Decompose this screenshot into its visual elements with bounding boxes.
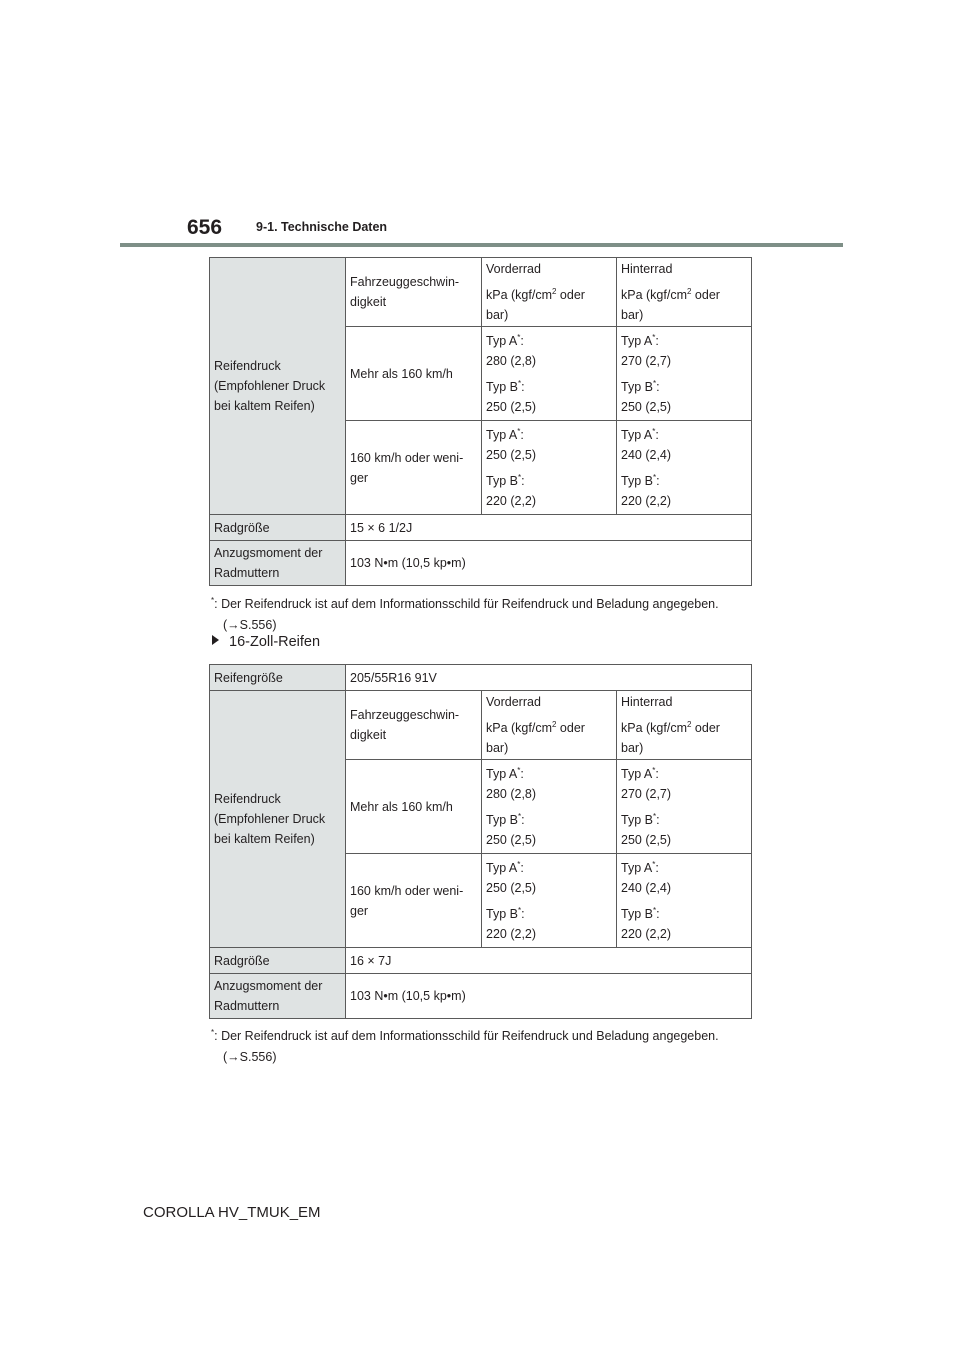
speed-value: Mehr als 160 km/h	[350, 366, 453, 381]
type-a-label: Typ A*:	[621, 765, 659, 781]
speed-cell	[346, 760, 482, 854]
front-header-label: Vorderrad	[486, 695, 541, 709]
speed-header-line: digkeit	[350, 295, 387, 309]
torque-label-line: Radmuttern	[214, 999, 280, 1013]
pressure-label-line: (Empfohlener Druck	[214, 812, 326, 826]
unit-superscript: 2	[552, 720, 557, 729]
type-a-label: Typ A*:	[621, 859, 659, 875]
unit-text: oder	[691, 721, 720, 735]
speed-header-cell	[346, 691, 482, 760]
pressure-value: 280 (2,8)	[486, 786, 537, 801]
unit-superscript: 2	[687, 287, 692, 296]
speed-cell	[346, 421, 482, 515]
footnote-text: *: Der Reifendruck ist auf dem Informationsschild für Reifendruck und Beladung angegeben.	[211, 596, 719, 611]
tire-size-label: Reifengröße	[210, 665, 346, 691]
type-b-label: Typ B*:	[621, 472, 660, 488]
type-b-label: Typ B*:	[621, 811, 660, 827]
torque-value: 103 N•m (10,5 kp•m)	[346, 974, 752, 1019]
triangle-bullet-icon	[212, 635, 219, 645]
pressure-value: 250 (2,5)	[486, 832, 537, 847]
unit-superscript: 2	[552, 287, 557, 296]
type-b-label: Typ B*:	[621, 378, 660, 394]
pressure-value: 220 (2,2)	[621, 926, 672, 941]
unit-line	[486, 718, 612, 738]
wheel-size-value: 16 × 7J	[346, 948, 752, 974]
pressure-value: 240 (2,4)	[621, 880, 672, 895]
speed-header-cell	[346, 258, 482, 327]
type-b-label: Typ B*:	[486, 811, 525, 827]
rear-header-label: Hinterrad	[621, 695, 673, 709]
pressure-value: 270 (2,7)	[621, 353, 672, 368]
front-pressure-cell	[482, 327, 617, 421]
torque-label-line: Anzugsmoment der	[214, 546, 323, 560]
pressure-value: 220 (2,2)	[621, 493, 672, 508]
speed-value: 160 km/h oder weni-	[350, 883, 464, 898]
type-a-label: Typ A*:	[621, 426, 659, 442]
pressure-value: 250 (2,5)	[486, 447, 537, 462]
pressure-value: 240 (2,4)	[621, 447, 672, 462]
rear-header-cell	[617, 258, 752, 327]
unit-line: bar)	[621, 741, 644, 755]
unit-superscript: 2	[687, 720, 692, 729]
rear-pressure-cell	[617, 421, 752, 515]
unit-text: oder	[691, 288, 720, 302]
torque-value: 103 N•m (10,5 kp•m)	[346, 541, 752, 586]
rear-pressure-cell	[617, 327, 752, 421]
pressure-label-line: Reifendruck	[214, 359, 281, 373]
pressure-label-line: Reifendruck	[214, 792, 281, 806]
type-b-label: Typ B*:	[486, 472, 525, 488]
rear-pressure-cell	[617, 854, 752, 948]
speed-cell	[346, 854, 482, 948]
front-header-cell	[482, 691, 617, 760]
tire-spec-table-15	[209, 257, 752, 586]
unit-text: oder	[556, 721, 585, 735]
unit-text: kPa (kgf/cm	[486, 721, 552, 735]
type-a-label: Typ A*:	[486, 859, 524, 875]
type-a-label: Typ A*:	[621, 332, 659, 348]
speed-header-line: Fahrzeuggeschwin-	[350, 708, 460, 722]
tire-size-value: 205/55R16 91V	[346, 665, 752, 691]
speed-header-line: digkeit	[350, 728, 387, 742]
speed-cell	[346, 327, 482, 421]
pressure-value: 250 (2,5)	[486, 880, 537, 895]
pressure-value: 270 (2,7)	[621, 786, 672, 801]
page-number: 656	[187, 216, 223, 239]
pressure-label-line: (Empfohlener Druck	[214, 379, 326, 393]
speed-value: Mehr als 160 km/h	[350, 799, 453, 814]
pressure-value: 250 (2,5)	[621, 832, 672, 847]
type-b-label: Typ B*:	[486, 378, 525, 394]
unit-line	[621, 285, 747, 305]
pressure-label-cell	[210, 258, 346, 515]
subheading-16-inch: 16-Zoll-Reifen	[212, 634, 320, 650]
unit-text: kPa (kgf/cm	[621, 288, 687, 302]
model-code: COROLLA HV_TMUK_EM	[143, 1204, 321, 1221]
pressure-label-cell	[210, 691, 346, 948]
torque-label-cell	[210, 974, 346, 1019]
unit-text: oder	[556, 288, 585, 302]
front-pressure-cell	[482, 760, 617, 854]
unit-text: kPa (kgf/cm	[621, 721, 687, 735]
type-b-label: Typ B*:	[486, 905, 525, 921]
wheel-size-value: 15 × 6 1/2J	[346, 515, 752, 541]
type-a-label: Typ A*:	[486, 765, 524, 781]
speed-value: 160 km/h oder weni-	[350, 450, 464, 465]
pressure-label-line: bei kaltem Reifen)	[214, 832, 315, 846]
unit-line	[486, 285, 612, 305]
front-header-cell	[482, 258, 617, 327]
rear-header-label: Hinterrad	[621, 262, 673, 276]
torque-label-line: Radmuttern	[214, 566, 280, 580]
torque-label-line: Anzugsmoment der	[214, 979, 323, 993]
tire-spec-table-16	[209, 664, 752, 1019]
speed-header-line: Fahrzeuggeschwin-	[350, 275, 460, 289]
front-header-label: Vorderrad	[486, 262, 541, 276]
unit-line	[621, 718, 747, 738]
pressure-value: 250 (2,5)	[486, 399, 537, 414]
unit-text: kPa (kgf/cm	[486, 288, 552, 302]
wheel-size-label: Radgröße	[210, 948, 346, 974]
type-a-label: Typ A*:	[486, 332, 524, 348]
front-pressure-cell	[482, 854, 617, 948]
pressure-value: 220 (2,2)	[486, 493, 537, 508]
type-a-label: Typ A*:	[486, 426, 524, 442]
footnote-text: *: Der Reifendruck ist auf dem Informationsschild für Reifendruck und Beladung angegeben.	[211, 1028, 719, 1043]
footnote-page-ref: (→S.556)	[223, 1050, 277, 1064]
section-title: 9-1. Technische Daten	[256, 220, 388, 234]
footnote-page-ref: (→S.556)	[223, 618, 277, 632]
speed-value: ger	[350, 470, 369, 485]
unit-line: bar)	[486, 741, 509, 755]
wheel-size-label: Radgröße	[210, 515, 346, 541]
footnote	[211, 590, 719, 636]
header-rule	[120, 243, 843, 247]
pressure-label-line: bei kaltem Reifen)	[214, 399, 315, 413]
pressure-value: 220 (2,2)	[486, 926, 537, 941]
front-pressure-cell	[482, 421, 617, 515]
rear-header-cell	[617, 691, 752, 760]
torque-label-cell	[210, 541, 346, 586]
pressure-value: 280 (2,8)	[486, 353, 537, 368]
rear-pressure-cell	[617, 760, 752, 854]
footnote	[211, 1022, 719, 1068]
unit-line: bar)	[621, 308, 644, 322]
unit-line: bar)	[486, 308, 509, 322]
type-b-label: Typ B*:	[621, 905, 660, 921]
pressure-value: 250 (2,5)	[621, 399, 672, 414]
speed-value: ger	[350, 903, 369, 918]
